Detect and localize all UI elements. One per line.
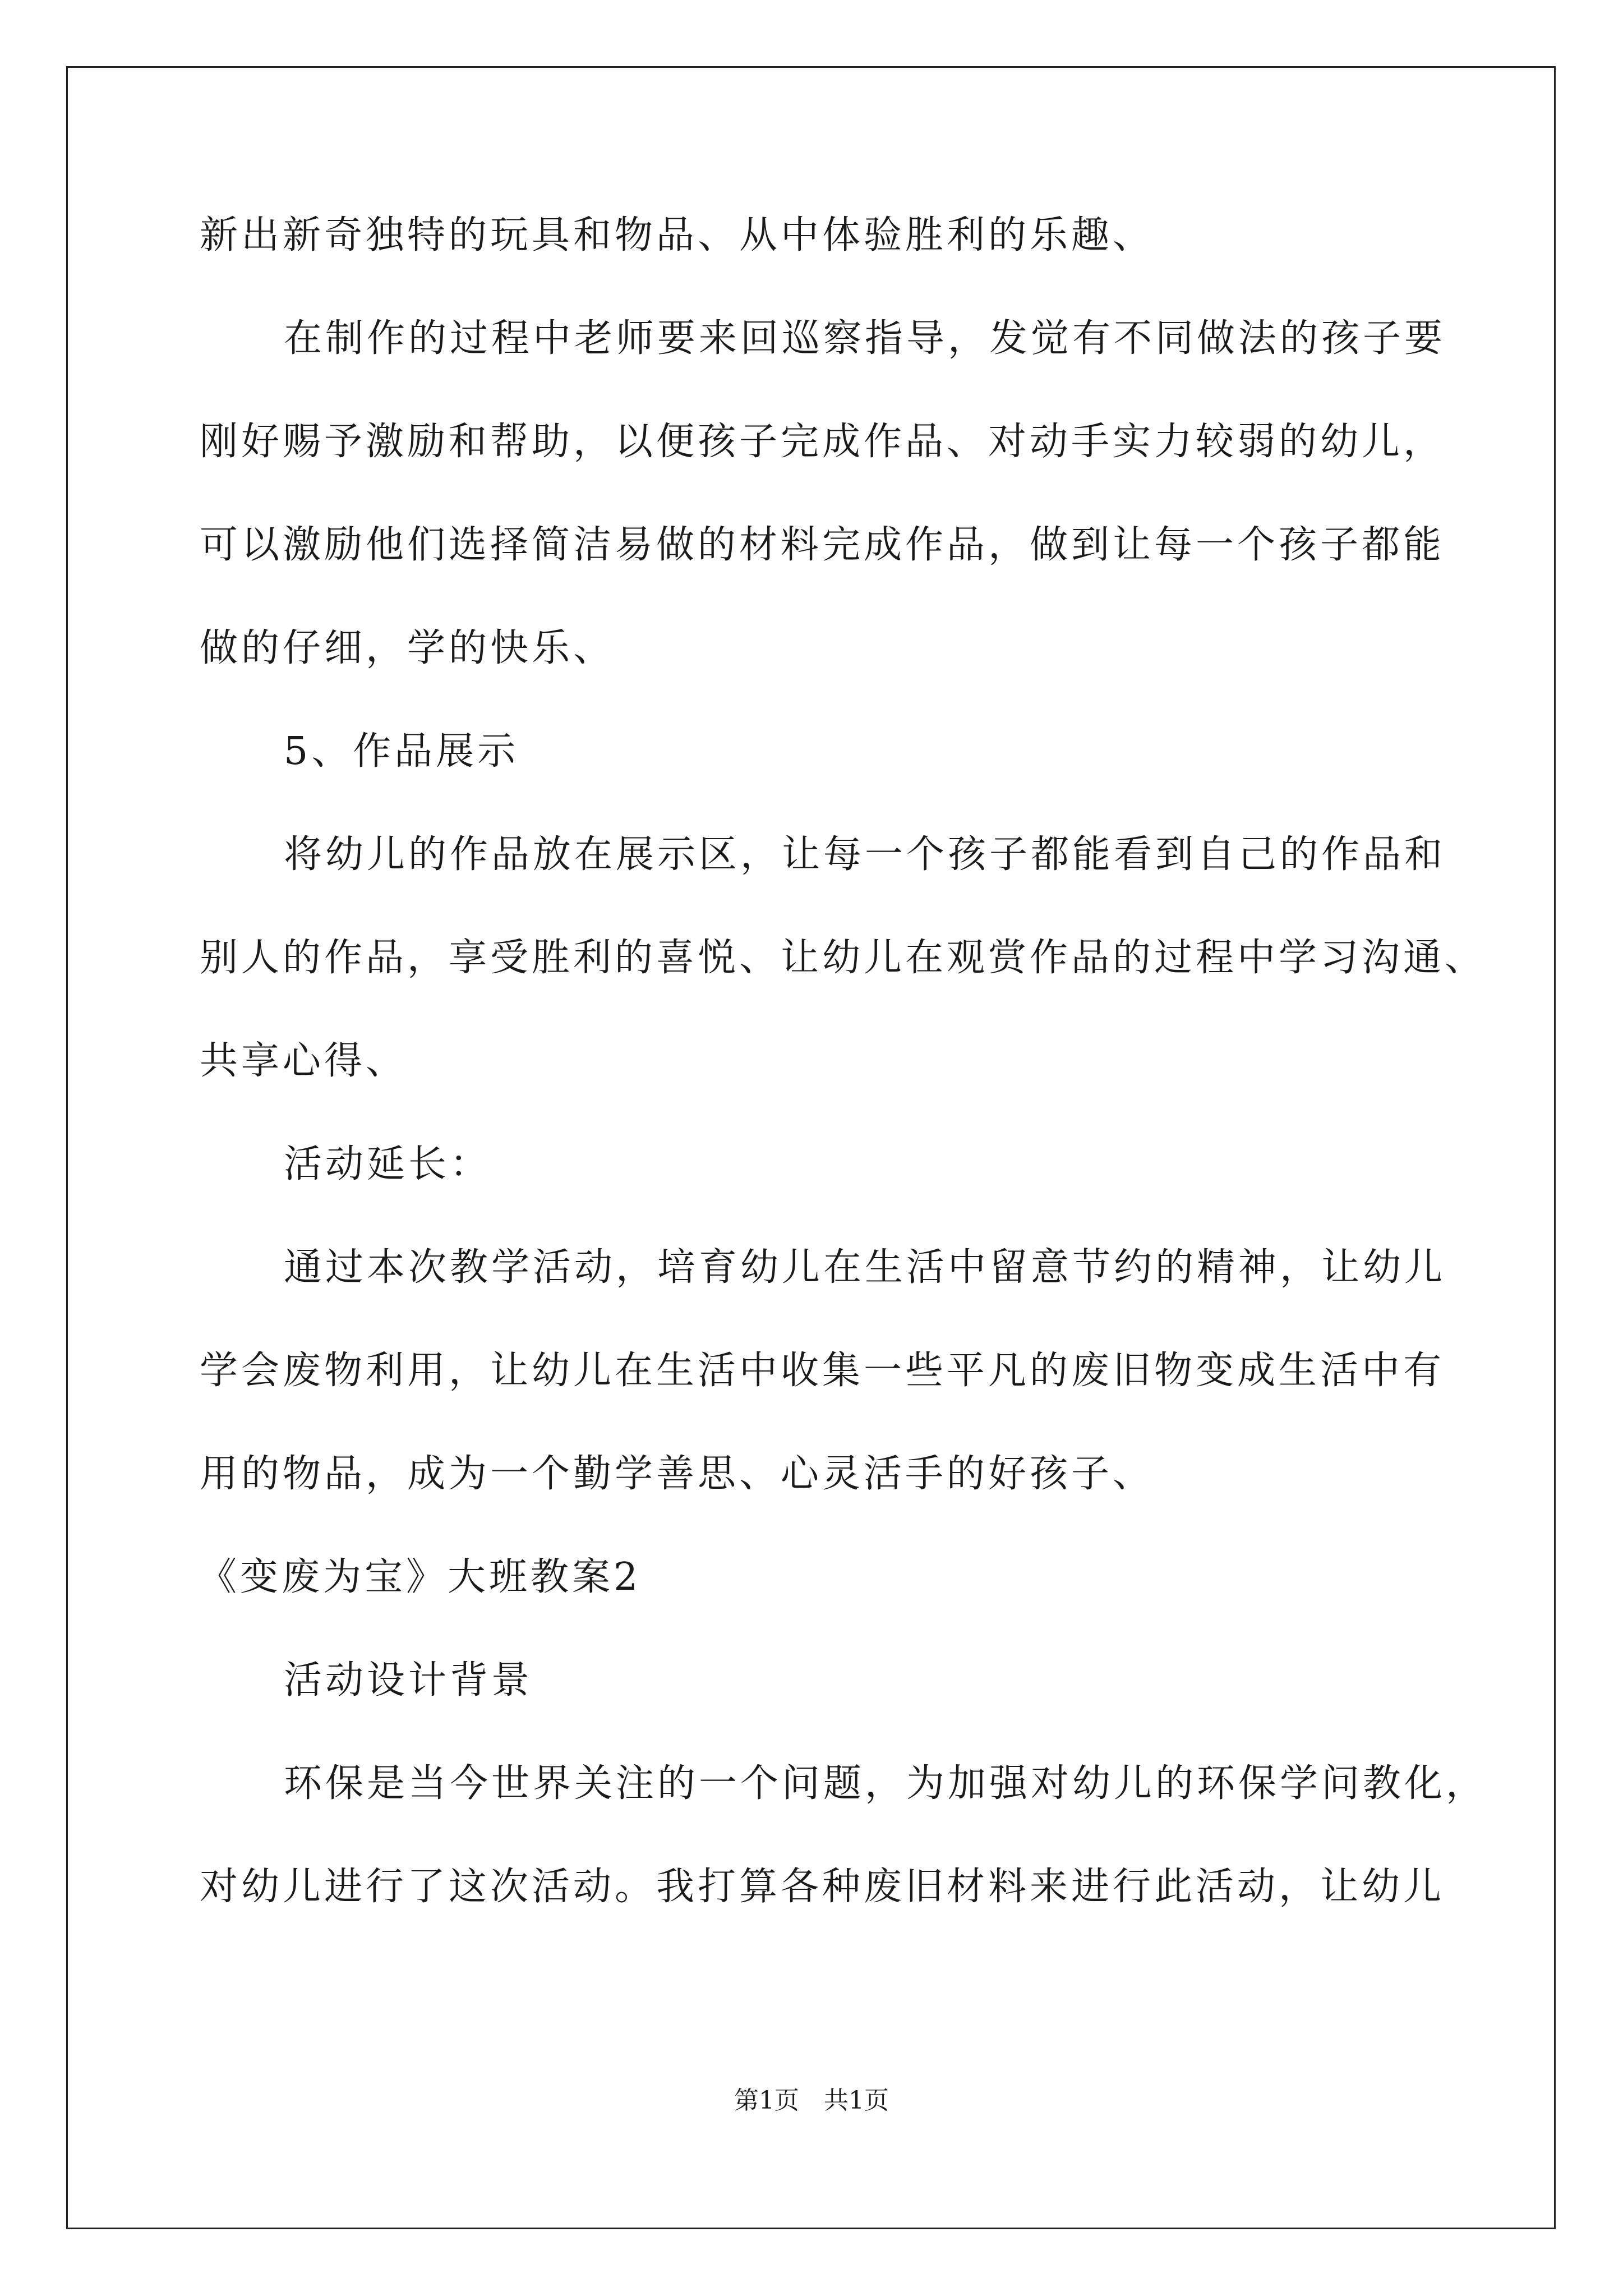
paragraph-line: 别人的作品，享受胜利的喜悦、让幼儿在观赏作品的过程中学习沟通、 bbox=[200, 936, 1487, 980]
paragraph-line: 对幼儿进行了这次活动。我打算各种废旧材料来进行此活动，让幼儿 bbox=[200, 1865, 1445, 1909]
paragraph-line: 学会废物利用，让幼儿在生活中收集一些平凡的废旧物变成生活中有 bbox=[200, 1349, 1445, 1393]
paragraph-line: 新出新奇独特的玩具和物品、从中体验胜利的乐趣、 bbox=[200, 213, 1155, 257]
page-footer: 第1页 共1页 bbox=[734, 2086, 889, 2115]
section-heading: 5、作品展示 bbox=[284, 729, 519, 774]
paragraph-line: 可以激励他们选择简洁易做的材料完成作品，做到让每一个孩子都能 bbox=[200, 523, 1445, 567]
paragraph-line: 环保是当今世界关注的一个问题，为加强对幼儿的环保学问教化， bbox=[284, 1761, 1488, 1806]
paragraph-line: 用的物品，成为一个勤学善思、心灵活手的好孩子、 bbox=[200, 1452, 1155, 1496]
paragraph-line: 做的仔细，学的快乐、 bbox=[200, 626, 615, 670]
paragraph-line: 共享心得、 bbox=[200, 1039, 408, 1083]
paragraph-line: 将幼儿的作品放在展示区，让每一个孩子都能看到自己的作品和 bbox=[284, 832, 1446, 877]
paragraph-line: 刚好赐予激励和帮助，以便孩子完成作品、对动手实力较弱的幼儿， bbox=[200, 420, 1445, 464]
paragraph-line: 在制作的过程中老师要来回巡察指导，发觉有不同做法的孩子要 bbox=[284, 316, 1446, 361]
document-title: 《变废为宝》大班教案2 bbox=[199, 1555, 642, 1599]
section-heading: 活动设计背景 bbox=[284, 1658, 533, 1703]
paragraph-line: 通过本次教学活动，培育幼儿在生活中留意节约的精神，让幼儿 bbox=[284, 1245, 1446, 1290]
section-heading: 活动延长： bbox=[284, 1142, 492, 1186]
